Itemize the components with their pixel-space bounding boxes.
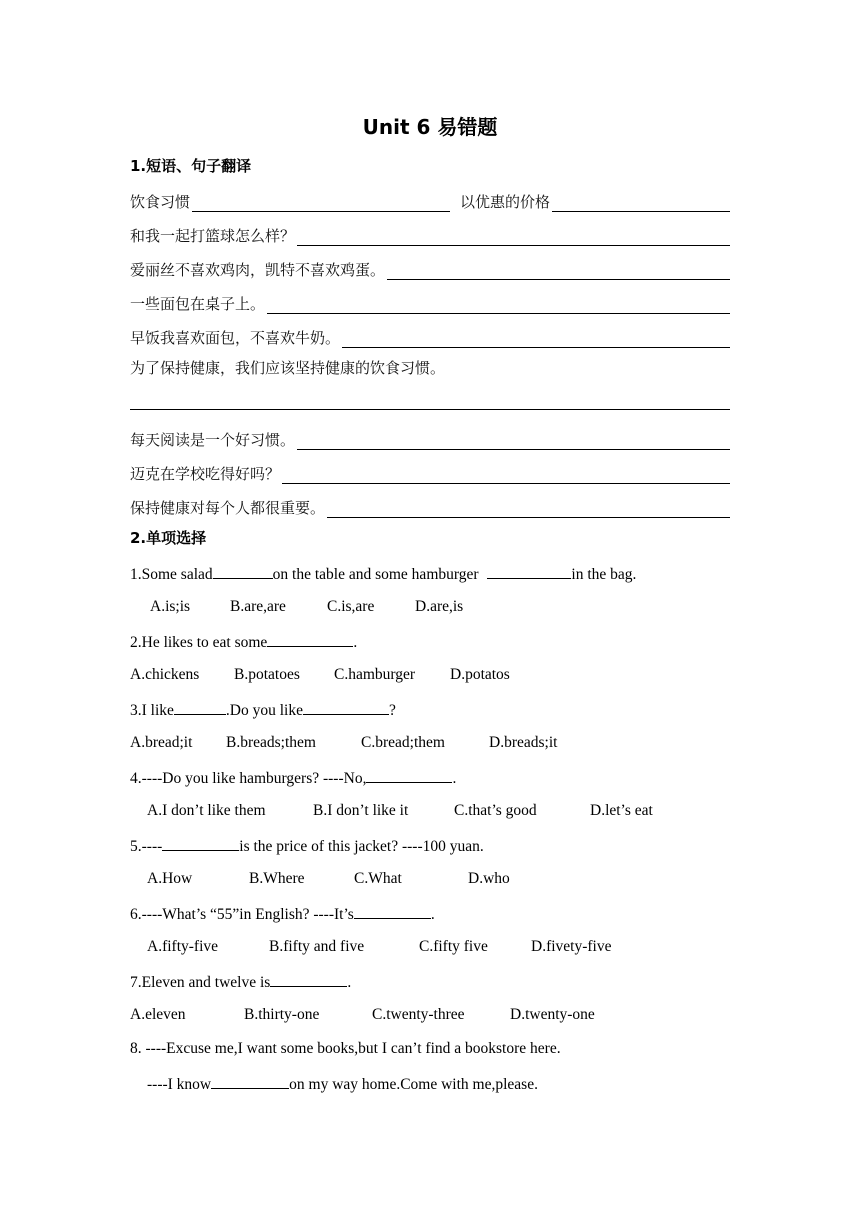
- question-text: ?: [388, 702, 396, 719]
- question-text: 7.Eleven and twelve is: [130, 974, 271, 991]
- answer-blank[interactable]: [303, 698, 389, 715]
- question-text: .: [452, 770, 457, 787]
- translation-prompt: 保持健康对每个人都很重要。: [130, 499, 326, 517]
- question-7-options: [130, 1004, 595, 1026]
- question-text: is the price of this jacket? ----100 yuan.: [239, 838, 484, 855]
- question-3-options: [130, 732, 557, 754]
- question-text: 4.----Do you like hamburgers? ----No,: [130, 770, 367, 787]
- question-6: [130, 902, 435, 926]
- translation-prompt: 迈克在学校吃得好吗？: [130, 465, 281, 483]
- option-b[interactable]: B.breads;them: [226, 734, 316, 751]
- answer-blank[interactable]: [366, 766, 452, 783]
- translation-prompt: 和我一起打篮球怎么样？: [130, 227, 296, 245]
- option-c[interactable]: C.fifty five: [419, 938, 488, 955]
- option-c[interactable]: C.hamburger: [334, 666, 416, 683]
- section-1-heading: 1.短语、句子翻译: [130, 157, 252, 175]
- question-3: [130, 698, 396, 722]
- option-d[interactable]: D.potatos: [450, 666, 510, 683]
- option-b[interactable]: B.fifty and five: [269, 938, 365, 955]
- question-5-options: [147, 868, 510, 890]
- option-a[interactable]: A.chickens: [130, 666, 200, 683]
- option-b[interactable]: B.potatoes: [234, 666, 300, 683]
- option-d[interactable]: D.who: [468, 870, 510, 887]
- answer-blank[interactable]: [387, 262, 730, 280]
- answer-blank[interactable]: [270, 970, 347, 987]
- question-4-options: [147, 800, 653, 822]
- question-8: 8. ----Excuse me,I want some books,but I can’t find a bookstore here.: [130, 1040, 561, 1057]
- answer-blank[interactable]: [327, 500, 730, 518]
- answer-blank[interactable]: [211, 1072, 289, 1089]
- answer-blank[interactable]: [282, 466, 730, 484]
- translation-row-9: [130, 494, 730, 518]
- question-text: .: [347, 974, 352, 991]
- translation-row-3: [130, 256, 730, 280]
- page-title: Unit 6 易错题: [362, 115, 498, 139]
- translation-prompt: 为了保持健康，我们应该坚持健康的饮食习惯。: [130, 359, 446, 377]
- translation-row-5: [130, 324, 730, 348]
- answer-blank[interactable]: [487, 562, 571, 579]
- option-a[interactable]: A.fifty-five: [147, 938, 219, 955]
- translation-prompt: 爱丽丝不喜欢鸡肉，凯特不喜欢鸡蛋。: [130, 261, 386, 279]
- option-d[interactable]: D.are,is: [415, 598, 464, 615]
- translation-prompt: 饮食习惯: [130, 193, 191, 211]
- question-text: 3.I like: [130, 702, 174, 719]
- question-text: 2.He likes to eat some: [130, 634, 268, 651]
- option-b[interactable]: B.are,are: [230, 598, 286, 615]
- translation-row-1: [130, 188, 730, 212]
- question-text: 6.----What’s “55”in English? ----It’s: [130, 906, 354, 923]
- question-2: [130, 630, 357, 654]
- question-text: ----I know: [147, 1076, 212, 1093]
- translation-prompt: 一些面包在桌子上。: [130, 295, 266, 313]
- answer-blank[interactable]: [267, 296, 730, 314]
- question-1: [130, 562, 636, 586]
- question-text: 5.----: [130, 838, 163, 855]
- question-text: on the table and some hamburger: [272, 566, 483, 583]
- answer-blank[interactable]: [174, 698, 226, 715]
- translation-row-2: [130, 222, 730, 246]
- translation-prompt: 每天阅读是一个好习惯。: [130, 431, 296, 449]
- answer-blank[interactable]: [552, 194, 730, 212]
- question-text: on my way home.Come with me,please.: [289, 1076, 538, 1093]
- option-a[interactable]: A.is;is: [150, 598, 191, 615]
- answer-blank[interactable]: [297, 432, 730, 450]
- question-text: .: [353, 634, 358, 651]
- option-a[interactable]: A.I don’t like them: [147, 802, 266, 819]
- option-b[interactable]: B.I don’t like it: [313, 802, 409, 819]
- answer-blank[interactable]: [162, 834, 239, 851]
- question-1-options: [150, 596, 463, 618]
- question-text: 1.Some salad: [130, 566, 213, 583]
- translation-row-4: [130, 290, 730, 314]
- option-b[interactable]: B.Where: [249, 870, 305, 887]
- option-d[interactable]: D.breads;it: [489, 734, 558, 751]
- question-7: [130, 970, 351, 994]
- translation-row-8: [130, 460, 730, 484]
- answer-blank[interactable]: [267, 630, 353, 647]
- answer-blank[interactable]: [342, 330, 730, 348]
- option-d[interactable]: D.fivety-five: [531, 938, 612, 955]
- option-b[interactable]: B.thirty-one: [244, 1006, 320, 1023]
- question-8-reply: [147, 1072, 538, 1096]
- question-text: .: [430, 906, 435, 923]
- answer-blank[interactable]: [297, 228, 730, 246]
- option-c[interactable]: C.twenty-three: [372, 1006, 465, 1023]
- option-a[interactable]: A.How: [147, 870, 193, 887]
- answer-blank[interactable]: [213, 562, 273, 579]
- answer-blank[interactable]: [130, 409, 730, 410]
- section-2-heading: 2.单项选择: [130, 529, 207, 547]
- answer-blank[interactable]: [192, 195, 450, 212]
- question-6-options: [147, 936, 611, 958]
- option-d[interactable]: D.let’s eat: [590, 802, 653, 819]
- option-c[interactable]: C.bread;them: [361, 734, 445, 751]
- option-a[interactable]: A.eleven: [130, 1006, 186, 1023]
- question-text: .Do you like: [225, 702, 303, 719]
- option-d[interactable]: D.twenty-one: [510, 1006, 595, 1023]
- translation-prompt: 早饭我喜欢面包，不喜欢牛奶。: [130, 329, 341, 347]
- option-a[interactable]: A.bread;it: [130, 734, 193, 751]
- translation-prompt: 以优惠的价格: [460, 193, 551, 211]
- question-5: [130, 834, 484, 858]
- question-4: [130, 766, 456, 790]
- option-c[interactable]: C.What: [354, 870, 402, 887]
- translation-row-7: [130, 426, 730, 450]
- answer-blank[interactable]: [354, 902, 431, 919]
- option-c[interactable]: C.that’s good: [454, 802, 537, 819]
- question-text: in the bag.: [571, 566, 637, 583]
- question-2-options: [130, 664, 510, 686]
- option-c[interactable]: C.is,are: [327, 598, 375, 615]
